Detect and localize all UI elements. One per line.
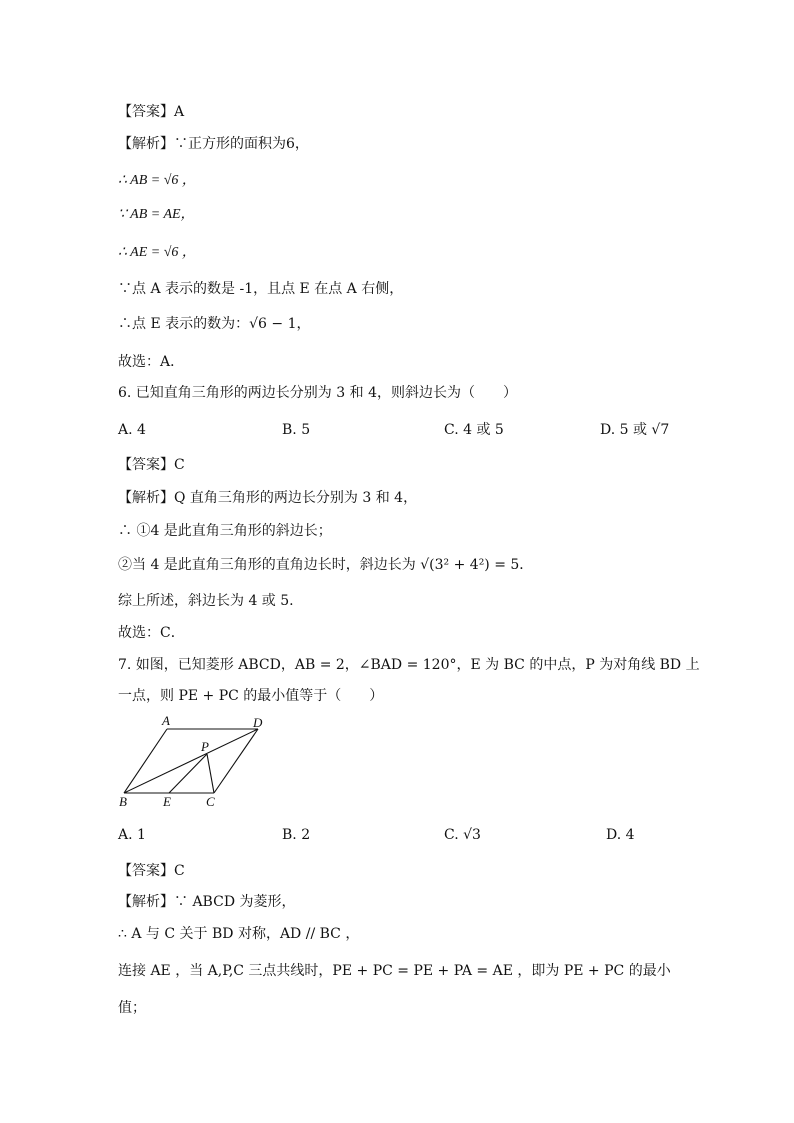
analysis-q7-line2: ∴ A 与 C 关于 BD 对称，AD // BC ， [118, 926, 360, 942]
q6-option-d: D. 5 或 √7 [600, 422, 670, 438]
analysis-q5-line5: ∵点 A 表示的数是 -1，且点 E 在点 A 右侧， [118, 281, 404, 297]
choice-q6: 故选：C． [118, 625, 185, 641]
analysis-q5-line4: ∴ AE = √6 ， [118, 245, 196, 260]
analysis-q5-line6: ∴点 E 表示的数为：√6 − 1， [118, 316, 311, 332]
label-c: C [206, 794, 215, 809]
analysis-q6-line3: ②当 4 是此直角三角形的直角边长时，斜边长为 √(3² + 4²) = 5． [118, 557, 534, 573]
q6-option-b: B. 5 [282, 422, 311, 438]
side-ab [124, 729, 167, 793]
label-e: E [163, 794, 171, 809]
label-a: A [162, 713, 170, 728]
analysis-q5-line1: 【解析】∵正方形的面积为6， [118, 136, 309, 152]
analysis-q5-line3: ∵ AB = AE， [118, 207, 195, 222]
q7-option-b: B. 2 [282, 827, 311, 843]
label-b: B [119, 794, 127, 809]
question-7-line1: 7. 如图，已知菱形 ABCD，AB = 2，∠BAD = 120°，E 为 BC 的中点，P 为对角线 BD 上 [118, 657, 700, 673]
analysis-q7-line1: 【解析】∵ ABCD 为菱形， [118, 894, 296, 910]
segment-pe [169, 754, 207, 793]
question-7-line2: 一点，则 PE + PC 的最小值等于（ ） [118, 688, 384, 704]
analysis-q6-line4: 综上所述，斜边长为 4 或 5. [118, 593, 294, 609]
q6-option-a: A. 4 [118, 422, 146, 438]
q6-option-c: C. 4 或 5 [444, 422, 504, 438]
choice-q5: 故选：A． [118, 354, 185, 370]
answer-q7: 【答案】C [118, 863, 185, 879]
analysis-q5-line2: ∴ AB = √6 ， [118, 173, 196, 188]
analysis-q7-line3: 连接 AE ，当 A,P,C 三点共线时，PE + PC = PE + PA = AE ，即为 PE + PC 的最小 [118, 963, 671, 979]
diagonal-bd [124, 729, 258, 793]
question-6: 6. 已知直角三角形的两边长分别为 3 和 4，则斜边长为（ ） [118, 385, 517, 401]
rhombus-figure [112, 712, 272, 812]
label-p: P [201, 739, 209, 754]
answer-q5: 【答案】A [118, 104, 185, 120]
label-d: D [253, 715, 263, 730]
analysis-q6-line1: 【解析】Q 直角三角形的两边长分别为 3 和 4， [118, 490, 418, 506]
segment-pc [207, 754, 214, 793]
q7-option-c: C. √3 [444, 827, 481, 843]
q7-option-d: D. 4 [606, 827, 635, 843]
analysis-q7-line4: 值； [118, 1000, 146, 1016]
side-dc [214, 729, 258, 793]
analysis-q6-line2: ∴ ①4 是此直角三角形的斜边长； [118, 523, 332, 539]
answer-q6: 【答案】C [118, 457, 185, 473]
q7-option-a: A. 1 [118, 827, 146, 843]
